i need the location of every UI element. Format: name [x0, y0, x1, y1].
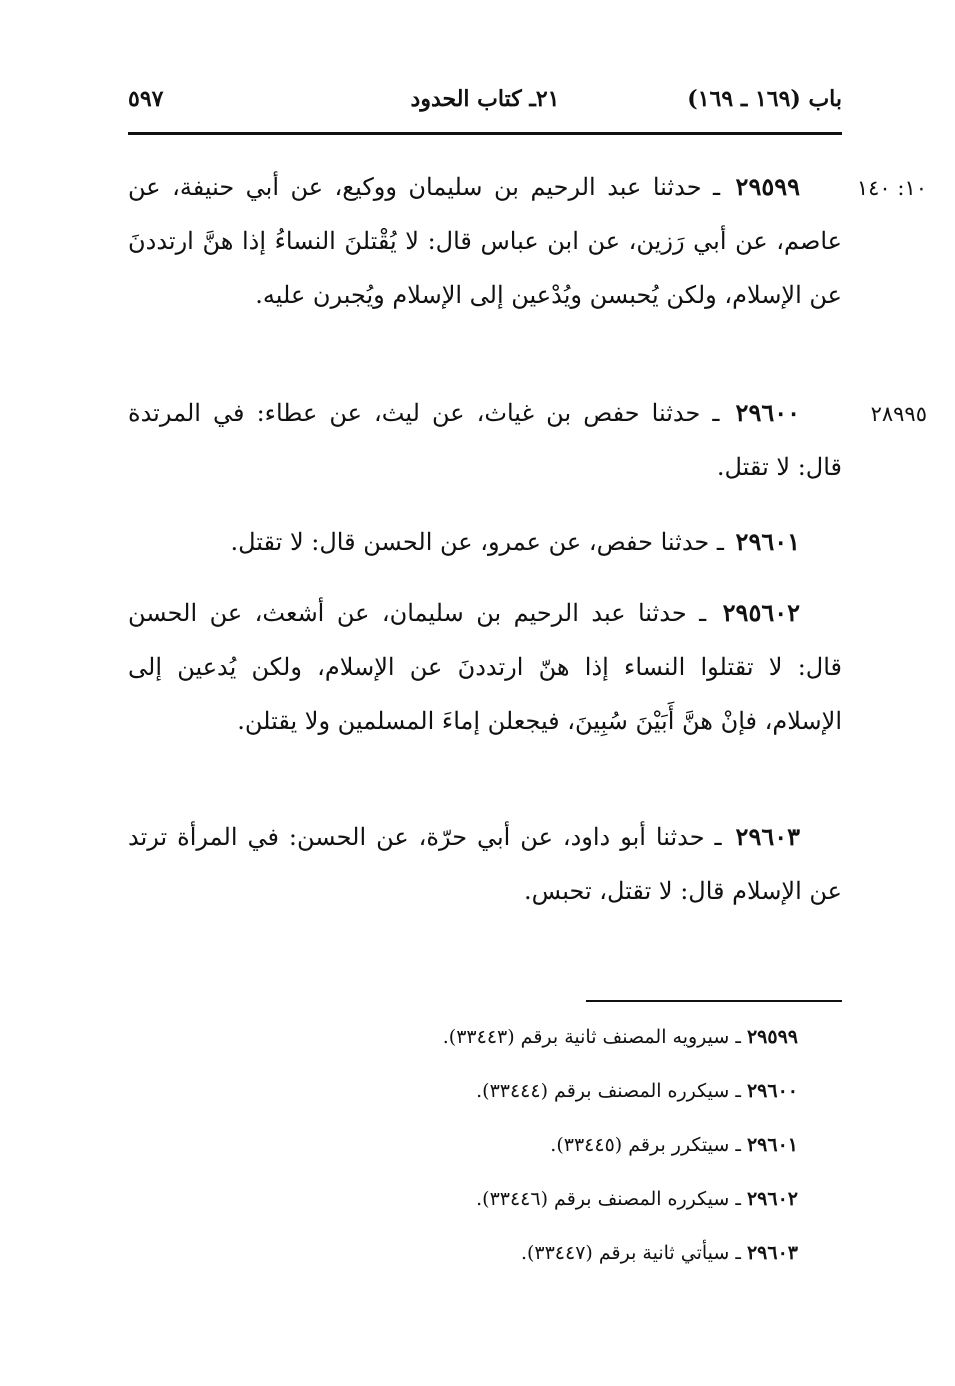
footnote-number: ٢٩٥٩٩	[746, 1026, 798, 1048]
margin-reference: ١٠: ١٤٠	[856, 176, 927, 200]
footnote-number: ٢٩٦٠٠	[746, 1080, 798, 1102]
hadith-body: ـ حدثنا عبد الرحيم بن سليمان، عن أشعث، عن الحسن قال: لا تقتلوا النساء إذا هنّ ارتددنَ عن الإسلام، ولكن يُدعين إلى الإسلام، فإنْ هنَّ أَبَيْنَ سُبِينَ، فيجعلن إماءَ المسلمين ولا يقتلن.	[128, 599, 842, 735]
footnote-text: ـ سيأتي ثانية برقم (٣٣٤٤٧).	[520, 1242, 741, 1264]
hadith-body: ـ حدثنا عبد الرحيم بن سليمان ووكيع، عن أبي حنيفة، عن عاصم، عن أبي رَزين، عن ابن عباس قال: لا يُقْتلنَ النساءُ إذا هنَّ ارتددنَ عن الإسلام، ولكن يُحبسن ويُدْعين إلى الإسلام ويُجبرن عليه.	[128, 173, 842, 309]
footnote-number: ٢٩٦٠١	[746, 1134, 798, 1156]
footnote	[128, 1134, 798, 1156]
hadith-text	[128, 515, 842, 569]
hadith-entry	[128, 160, 842, 322]
footnote	[128, 1188, 798, 1210]
hadith-body: ـ حدثنا أبو داود، عن أبي حرّة، عن الحسن: في المرأة ترتد عن الإسلام قال: لا تقتل، تحبس.	[128, 823, 842, 905]
footnote-text: ـ سيكرره المصنف برقم (٣٣٤٤٦).	[476, 1188, 741, 1210]
book-title: ٢١ـ كتاب الحدود	[410, 86, 560, 112]
hadith-text	[128, 586, 842, 748]
footnote-text: ـ سيكرره المصنف برقم (٣٣٤٤٤).	[476, 1080, 741, 1102]
hadith-entry	[128, 586, 842, 748]
hadith-entry	[128, 810, 842, 918]
hadith-entry	[128, 515, 842, 569]
hadith-entry	[128, 386, 842, 494]
hadith-number: ٢٩٥٦٠٢	[722, 598, 800, 627]
footnote-text: ـ سيرويه المصنف ثانية برقم (٣٣٤٤٣).	[442, 1026, 741, 1048]
hadith-body: ـ حدثنا حفص بن غياث، عن ليث، عن عطاء: في المرتدة قال: لا تقتل.	[128, 399, 842, 481]
footnote	[128, 1026, 798, 1048]
chapter-title: باب (١٦٩ ـ ١٦٩)	[687, 86, 842, 112]
page-number: ٥٩٧	[128, 86, 164, 112]
footnote-number: ٢٩٦٠٣	[746, 1242, 798, 1264]
hadith-number: ٢٩٦٠٠	[735, 398, 800, 427]
hadith-number: ٢٩٦٠٣	[735, 822, 800, 851]
hadith-text	[128, 810, 842, 918]
header-divider	[128, 132, 842, 135]
footnote-divider	[586, 1000, 842, 1002]
running-header	[128, 86, 842, 126]
footnote-number: ٢٩٦٠٢	[746, 1188, 798, 1210]
hadith-text	[128, 386, 842, 494]
hadith-number: ٢٩٦٠١	[735, 527, 800, 556]
hadith-body: ـ حدثنا حفص، عن عمرو، عن الحسن قال: لا تقتل.	[230, 528, 724, 556]
hadith-number: ٢٩٥٩٩	[735, 172, 800, 201]
footnote	[128, 1080, 798, 1102]
footnote	[128, 1242, 798, 1264]
footnote-text: ـ سيتكرر برقم (٣٣٤٤٥).	[550, 1134, 741, 1156]
hadith-text	[128, 160, 842, 322]
margin-reference: ٢٨٩٩٥	[870, 402, 927, 426]
